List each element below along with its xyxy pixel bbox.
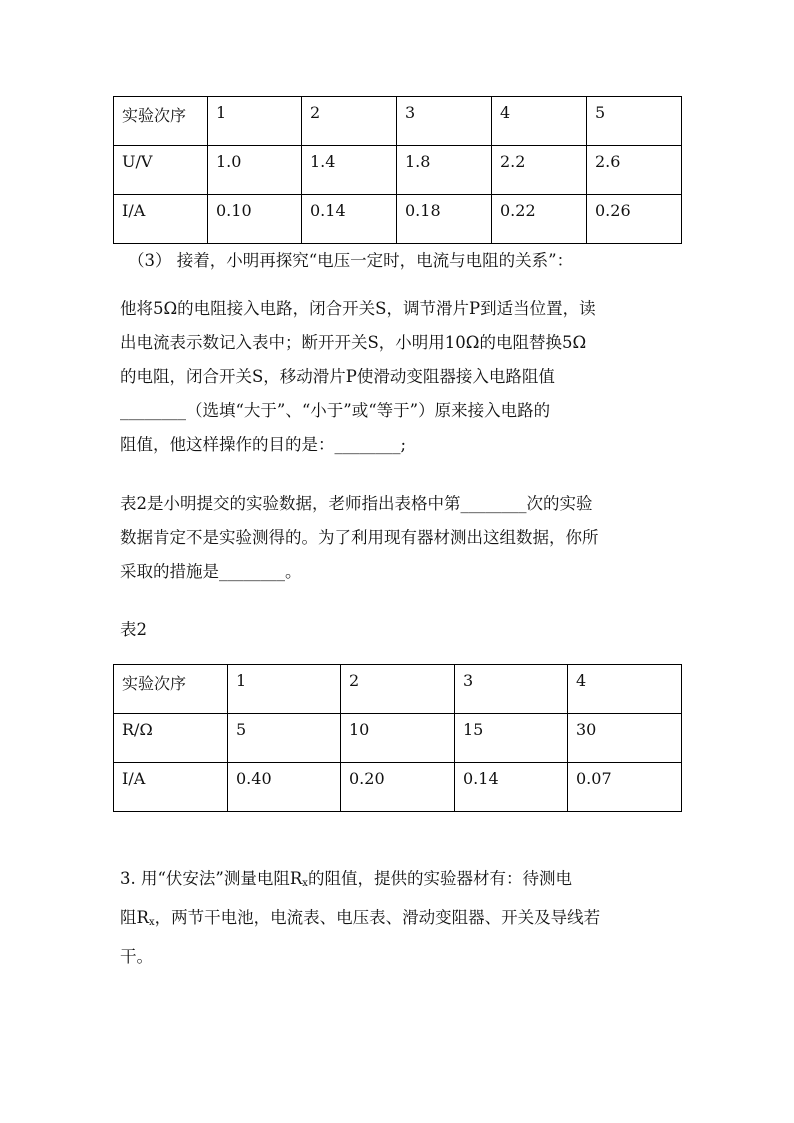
table-cell: 0.18 — [397, 195, 492, 244]
table-cell: I/A — [114, 763, 228, 812]
table-cell: 10 — [341, 714, 455, 763]
text-fragment: 3. 用“伏安法”测量电阻R — [120, 869, 303, 888]
table-cell: R/Ω — [114, 714, 228, 763]
table-cell: 2.6 — [587, 146, 682, 195]
table-cell: 15 — [455, 714, 568, 763]
table-cell: U/V — [114, 146, 208, 195]
text-fragment: 的阻值，提供的实验器材有：待测电 — [307, 869, 572, 888]
table-cell: 5 — [587, 97, 682, 146]
table-cell: 0.07 — [568, 763, 682, 812]
table-cell: 0.26 — [587, 195, 682, 244]
table-cell: 3 — [455, 665, 568, 714]
table-row — [114, 763, 682, 812]
table-cell: 30 — [568, 714, 682, 763]
table-row — [114, 195, 682, 244]
table-cell: 1.8 — [397, 146, 492, 195]
text-line: 采取的措施是________。 — [120, 562, 302, 581]
text-line: 出电流表示数记入表中；断开开关S，小明用10Ω的电阻替换5Ω — [120, 333, 587, 352]
subscript: x — [302, 878, 308, 889]
voltage-current-table — [113, 96, 682, 244]
text-line: 他将5Ω的电阻接入电路，闭合开关S，调节滑片P到适当位置，读 — [120, 299, 596, 318]
table-cell: 0.14 — [302, 195, 397, 244]
resistance-current-table — [113, 664, 682, 812]
table-cell: 0.10 — [208, 195, 302, 244]
table-cell: 2 — [341, 665, 455, 714]
table-cell: 1.4 — [302, 146, 397, 195]
text-line: 表2是小明提交的实验数据，老师指出表格中第________次的实验 — [120, 494, 593, 513]
text-line: 阻值，他这样操作的目的是：________; — [120, 435, 407, 454]
table-cell: 实验次序 — [114, 665, 228, 714]
table-row — [114, 714, 682, 763]
table-cell: 2.2 — [492, 146, 587, 195]
table-cell: 实验次序 — [114, 97, 208, 146]
text-fragment: ，两节干电池，电流表、电压表、滑动变阻器、开关及导线若 — [154, 908, 601, 927]
table-row — [114, 97, 682, 146]
table-cell: 1.0 — [208, 146, 302, 195]
table-cell: 0.40 — [228, 763, 341, 812]
table-cell: 2 — [302, 97, 397, 146]
text-fragment: 阻R — [120, 908, 149, 927]
table-cell: 0.22 — [492, 195, 587, 244]
step3-heading — [128, 244, 688, 278]
text-line — [120, 901, 680, 940]
subscript: x — [148, 917, 155, 928]
text-line: 干。 — [120, 947, 153, 966]
table-cell: 0.20 — [341, 763, 455, 812]
step3-paragraph — [120, 292, 680, 462]
table-cell: 0.14 — [455, 763, 568, 812]
text-line — [120, 862, 680, 901]
table-cell: 1 — [228, 665, 341, 714]
table-row — [114, 665, 682, 714]
table-cell: 5 — [228, 714, 341, 763]
table2-caption — [120, 613, 680, 647]
text-line: 的电阻，闭合开关S，移动滑片P使滑动变阻器接入电路阻值 — [120, 367, 555, 386]
table-cell: 3 — [397, 97, 492, 146]
table-cell: I/A — [114, 195, 208, 244]
question3-paragraph — [120, 862, 680, 974]
text-line: 数据肯定不是实验测得的。为了利用现有器材测出这组数据，你所 — [120, 528, 599, 547]
table-cell: 1 — [208, 97, 302, 146]
text-line: 表2 — [120, 620, 147, 639]
table-cell: 4 — [492, 97, 587, 146]
table2-intro-paragraph — [120, 487, 680, 589]
table-row — [114, 146, 682, 195]
table-cell: 4 — [568, 665, 682, 714]
text-line: ________（选填“大于”、“小于”或“等于”）原来接入电路的 — [120, 401, 551, 420]
text-line: （3） 接着，小明再探究“电压一定时，电流与电阻的关系”： — [128, 251, 574, 270]
